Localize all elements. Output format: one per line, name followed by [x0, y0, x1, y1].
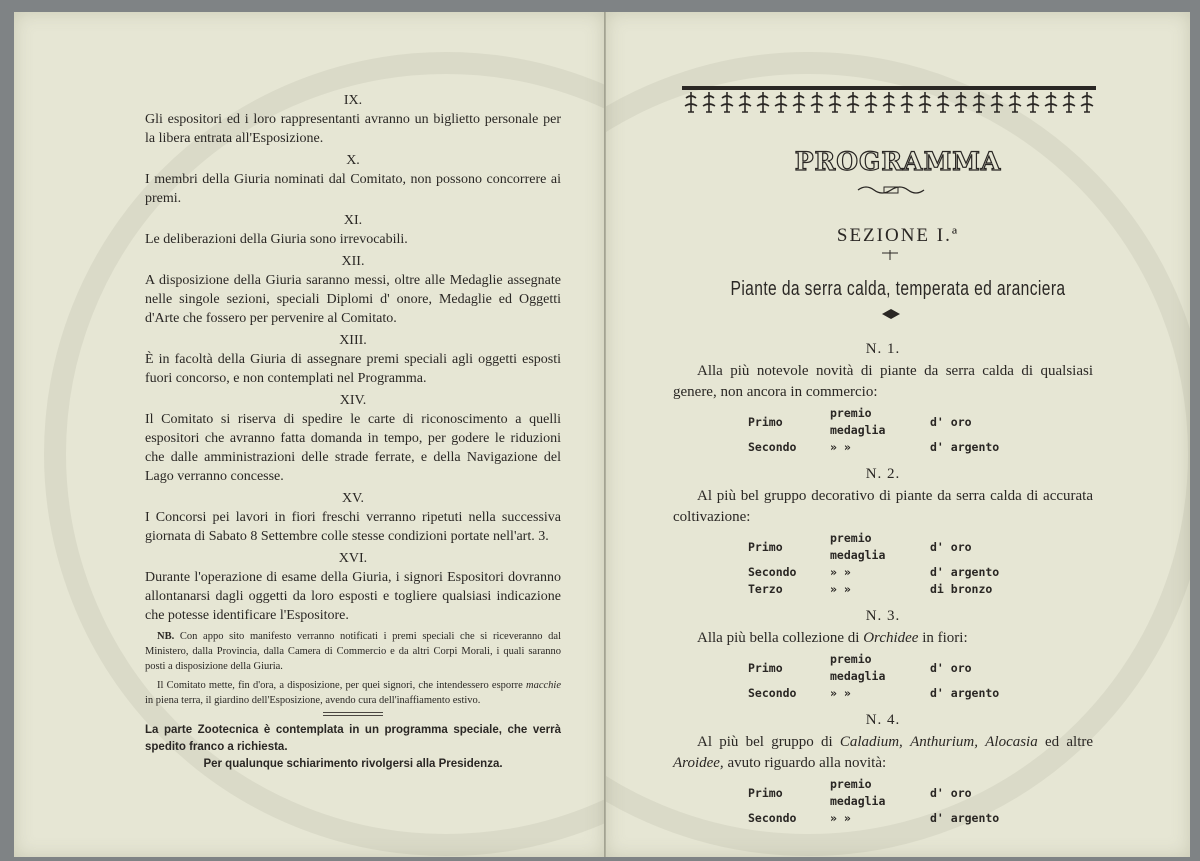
prize-rank: Secondo: [748, 686, 797, 700]
article-block: [145, 92, 561, 148]
article-text: Durante l'operazione di esame della Giuria, i signori Espositori dovranno allontanarsi dagli oggetti da loro esposti e togliere qualsiasi indicazione che potesse identificare l'Espositore.: [145, 570, 561, 623]
program-item: [673, 606, 1093, 702]
prize-metal: d' argento: [930, 811, 1000, 825]
article-text: I Concorsi pei lavori in fiori freschi verranno ripetuti nella successiva giornata di Sabato 8 Settembre colle stesse condizioni portate nell'art. 3.: [145, 510, 561, 544]
nb-text: Con appo sito manifesto verranno notificati i premi speciali che si riceveranno dal Ministero, dalla Provincia, dalla Camera di Commercio e da altri Corpi Morali, i quali saranno posti a disposizione della Giuria.: [145, 631, 562, 672]
fleuron-mark: [811, 92, 823, 112]
left-page: [14, 12, 604, 857]
prize-list: [673, 339, 1093, 835]
item-description: [673, 732, 1093, 774]
prize-kind: premio medaglia: [830, 652, 886, 683]
item-number: N. 3.: [865, 608, 901, 624]
article-block: [145, 212, 561, 249]
section-dagger-ornament: [882, 250, 898, 260]
fleuron-mark: [865, 92, 877, 112]
fleuron-mark: [937, 92, 949, 112]
prize-rank: Primo: [748, 539, 783, 554]
prize-kind: premio medaglia: [830, 406, 886, 437]
nb-note: [145, 629, 561, 674]
fleuron-mark: [1009, 92, 1021, 112]
prize-rank: Terzo: [748, 582, 783, 596]
prize-metal: d' argento: [930, 686, 1000, 700]
prize-kind: » »: [830, 440, 851, 454]
prize-rank: Secondo: [748, 565, 797, 579]
article-number: XI.: [343, 213, 363, 228]
article-number: IX.: [343, 93, 363, 108]
prize-kind: » »: [830, 686, 851, 700]
prize-kind: premio medaglia: [830, 531, 886, 562]
prize-rank: Secondo: [748, 440, 797, 454]
article-block: [145, 550, 561, 625]
garden-note-text-end: in piena terra, il giardino dell'Esposizione, avendo cura dell'inaffiamento estivo.: [145, 695, 481, 706]
item-text: in fiori:: [922, 630, 968, 646]
prize-metal: d' oro: [930, 660, 972, 675]
fleuron-mark: [991, 92, 1003, 112]
fleuron-mark: [721, 92, 733, 112]
fleuron-mark: [919, 92, 931, 112]
prize-row: [748, 651, 1016, 685]
prize-row: [748, 530, 1016, 564]
prize-rank: Primo: [748, 785, 783, 800]
section-subtitle: Piante da serra calda, temperata ed aranciera: [730, 278, 1066, 300]
prize-rank: Primo: [748, 414, 783, 429]
article-block: [145, 490, 561, 546]
item-text-italic: Aroidee,: [673, 755, 724, 771]
article-block: [145, 152, 561, 208]
prize-row: [748, 581, 1016, 598]
fleuron-mark: [955, 92, 967, 112]
prize-kind: premio medaglia: [830, 777, 886, 808]
prize-row: [748, 810, 1016, 827]
article-number: XII.: [341, 254, 365, 269]
fleuron-mark: [901, 92, 913, 112]
article-text: A disposizione della Giuria saranno messi, oltre alle Medaglie assegnate nelle singole sezioni, speciali Diplomi d' onore, Medaglie ed Oggetti d'Arte che fossero per pervenire al Comitato.: [145, 273, 561, 326]
article-text: I membri della Giuria nominati dal Comitato, non possono concorrere ai premi.: [145, 172, 561, 206]
program-item: [673, 710, 1093, 827]
item-number: N. 4.: [865, 712, 901, 728]
program-item: [673, 464, 1093, 598]
fleuron-mark: [1081, 92, 1093, 112]
section-title: SEZIONE I.ª: [836, 225, 960, 246]
fleuron-mark: [775, 92, 787, 112]
fleuron-mark: [685, 92, 697, 112]
prize-metal: di bronzo: [930, 582, 993, 596]
prize-table: [748, 776, 1016, 827]
prize-kind: » »: [830, 582, 851, 596]
presidenza-note: Per qualunque schiarimento rivolgersi alla Presidenza.: [203, 758, 503, 770]
item-text-italic: Alocasia: [985, 734, 1038, 750]
garden-note-italic: macchie: [526, 680, 562, 691]
prize-row: [748, 405, 1016, 439]
article-number: X.: [346, 153, 360, 168]
fleuron-mark: [1045, 92, 1057, 112]
prize-row: [748, 439, 1016, 456]
garden-note: [145, 678, 561, 708]
fleuron-mark: [847, 92, 859, 112]
fleuron-mark: [829, 92, 841, 112]
prize-kind: » »: [830, 565, 851, 579]
prize-row: [748, 776, 1016, 810]
fleuron-mark: [1063, 92, 1075, 112]
prize-row: [748, 564, 1016, 581]
item-text-italic: Anthurium,: [910, 734, 978, 750]
regulations-column: [145, 92, 561, 773]
article-text: Il Comitato si riserva di spedire le carte di riconoscimento a quelli espositori che avranno fatta domanda in tempo, per godere le riduzioni che dalle amministrazioni delle strade ferrate, e della Navigazione del Lago verranno concesse.: [145, 412, 561, 484]
divider-rule: [323, 712, 383, 716]
item-text-italic: Caladium,: [839, 734, 903, 750]
item-description: Alla più notevole novità di piante da serra calda di qualsiasi genere, non ancora in commercio:: [673, 363, 1093, 400]
prize-table: [748, 405, 1016, 456]
prize-table: [748, 530, 1016, 598]
garden-note-text: Il Comitato mette, fin d'ora, a disposizione, per quei signori, che intendessero esporre: [157, 680, 523, 691]
article-number: XVI.: [338, 551, 368, 566]
item-text: avuto riguardo alla novità:: [727, 755, 887, 771]
article-number: XIV.: [339, 393, 367, 408]
fleuron-mark: [793, 92, 805, 112]
item-text: ed altre: [1044, 734, 1094, 750]
right-page: [606, 12, 1190, 857]
prize-kind: » »: [830, 811, 851, 825]
subtitle-swash-ornament: [846, 308, 936, 320]
item-text-italic: Orchidee: [863, 630, 919, 646]
header-ornament: [682, 86, 1096, 116]
item-description: Al più bel gruppo decorativo di piante da serra calda di accurata coltivazione:: [673, 488, 1093, 525]
prize-metal: d' oro: [930, 414, 972, 429]
program-title: PROGRAMMA: [794, 147, 1002, 176]
program-item: [673, 339, 1093, 456]
article-text: È in facoltà della Giuria di assegnare premi speciali agli oggetti esposti fuori concorso, e non contemplati nel Programma.: [145, 352, 561, 386]
fleuron-mark: [973, 92, 985, 112]
item-text: Al più bel gruppo di: [697, 734, 833, 750]
fleuron-mark: [883, 92, 895, 112]
prize-row: [748, 685, 1016, 702]
nb-label: NB.: [157, 631, 175, 642]
article-block: [145, 253, 561, 328]
prize-metal: d' oro: [930, 539, 972, 554]
article-text: Le deliberazioni della Giuria sono irrevocabili.: [145, 232, 408, 247]
article-number: XV.: [342, 491, 364, 506]
prize-rank: Primo: [748, 660, 783, 675]
item-number: N. 1.: [865, 341, 901, 357]
fleuron-mark: [1027, 92, 1039, 112]
fleuron-mark: [703, 92, 715, 112]
article-text: Gli espositori ed i loro rappresentanti avranno un biglietto personale per la libera entrata all'Esposizione.: [145, 112, 561, 146]
item-number: N. 2.: [865, 466, 901, 482]
article-block: [145, 332, 561, 388]
fleuron-mark: [757, 92, 769, 112]
article-number: XIII.: [339, 333, 367, 348]
prize-rank: Secondo: [748, 811, 797, 825]
item-description: [673, 628, 1093, 649]
prize-metal: d' argento: [930, 565, 1000, 579]
article-block: [145, 392, 561, 486]
fleuron-mark: [739, 92, 751, 112]
title-ornament: [856, 184, 926, 196]
prize-metal: d' oro: [930, 785, 972, 800]
item-text: Alla più bella collezione di: [697, 630, 860, 646]
zootecnica-note: La parte Zootecnica è contemplata in un programma speciale, che verrà spedito franco a richiesta.: [145, 724, 561, 753]
prize-table: [748, 651, 1016, 702]
prize-metal: d' argento: [930, 440, 1000, 454]
